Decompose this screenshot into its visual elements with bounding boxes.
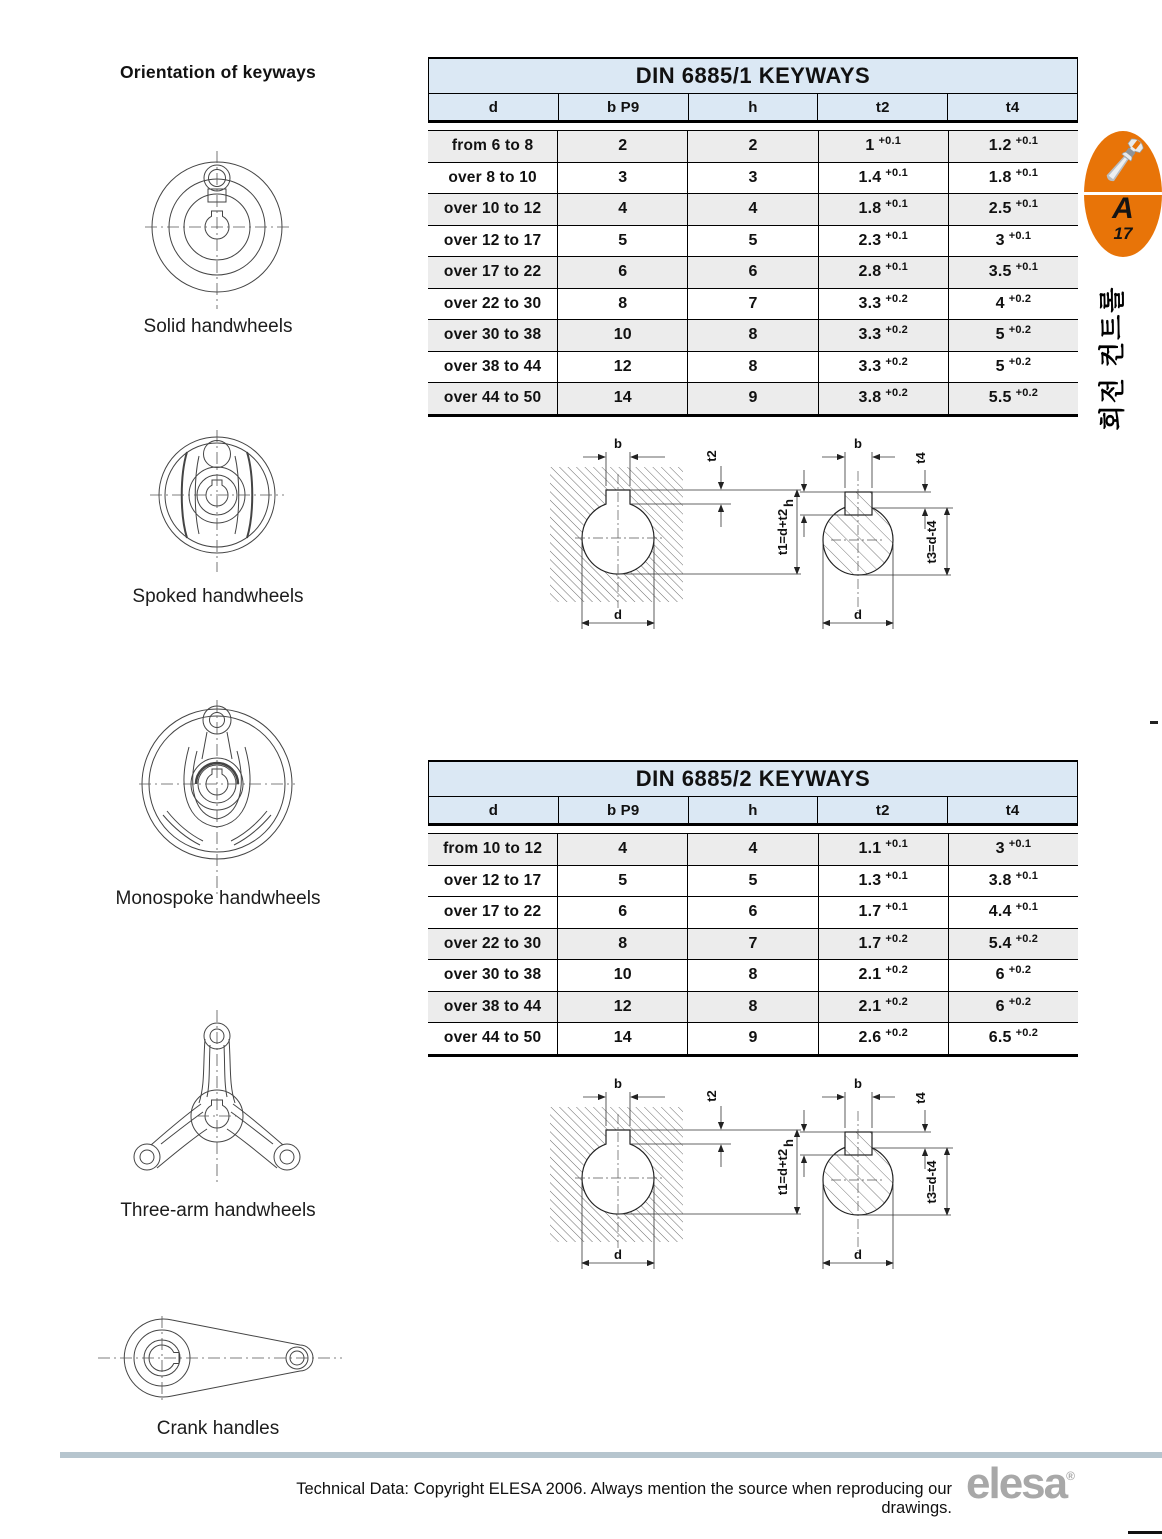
- tolerance-superscript: +0.1: [1015, 198, 1039, 211]
- table-cell: 7: [687, 929, 817, 960]
- tolerance-superscript: +0.1: [1015, 261, 1039, 274]
- dim-label-d: d: [854, 607, 862, 622]
- table-cell: 1.7 +0.1: [818, 897, 948, 928]
- table-cell: 8: [557, 289, 687, 320]
- table-cell: 3.5 +0.1: [948, 257, 1078, 288]
- table-row: [428, 992, 1078, 1024]
- tolerance-superscript: +0.2: [1008, 355, 1032, 368]
- table-cell: over 12 to 17: [443, 231, 542, 249]
- dim-label-h: h: [781, 1139, 796, 1147]
- column-header: d: [488, 801, 499, 819]
- crank-handle-drawing: [90, 1308, 350, 1408]
- tolerance-superscript: +0.2: [885, 324, 908, 337]
- page-title: Orientation of keyways: [120, 62, 316, 82]
- dim-label-b: b: [854, 436, 862, 451]
- table-header-row: [428, 797, 1078, 826]
- tolerance-superscript: +0.2: [885, 1027, 908, 1040]
- table-cell: 3.8 +0.1: [948, 866, 1078, 897]
- table-cell: 5 +0.2: [948, 352, 1078, 383]
- column-header: h: [688, 94, 818, 120]
- dim-label-t2: t2: [704, 1090, 719, 1102]
- table-row: [428, 194, 1078, 226]
- table-cell: 6 +0.2: [948, 992, 1078, 1023]
- table-cell: 14: [557, 1023, 687, 1054]
- table-cell: over 44 to 50: [443, 1029, 542, 1047]
- table-cell: 3 +0.1: [948, 834, 1078, 865]
- table-row: [428, 352, 1078, 384]
- dim-label-b: b: [854, 1076, 862, 1091]
- table-cell: 6: [557, 257, 687, 288]
- table-cell: 12: [557, 992, 687, 1023]
- table-cell: 7: [687, 289, 817, 320]
- table-cell: 8: [557, 929, 687, 960]
- tolerance-superscript: +0.1: [1015, 869, 1039, 882]
- tolerance-superscript: +0.1: [1015, 135, 1039, 148]
- tolerance-superscript: +0.2: [885, 995, 908, 1008]
- table-cell: 1.3 +0.1: [818, 866, 948, 897]
- table-row: [428, 320, 1078, 352]
- table-cell: over 8 to 10: [448, 168, 537, 186]
- dim-label-t1: t1=d+t2: [775, 1148, 790, 1196]
- tolerance-superscript: +0.1: [885, 198, 908, 211]
- three-arm-handwheel-drawing: [115, 1005, 320, 1200]
- column-header: t2: [817, 94, 947, 120]
- table-cell: 8: [687, 992, 817, 1023]
- tolerance-superscript: +0.2: [1008, 324, 1032, 337]
- dim-label-t4: t4: [913, 452, 928, 464]
- table-cell: 3.3 +0.2: [818, 289, 948, 320]
- tolerance-superscript: +0.1: [1015, 901, 1039, 914]
- dim-label-t2: t2: [704, 450, 719, 462]
- table-cell: 10: [557, 960, 687, 991]
- tolerance-superscript: +0.1: [1015, 166, 1039, 179]
- table-cell: 3.3 +0.2: [818, 352, 948, 383]
- column-header: h: [688, 797, 818, 823]
- dim-label-d: d: [854, 1247, 862, 1262]
- figure-caption: Crank handles: [156, 1418, 280, 1439]
- tolerance-superscript: +0.2: [1015, 1027, 1039, 1040]
- table-cell: over 30 to 38: [443, 326, 542, 344]
- table-cell: 1.2 +0.1: [948, 131, 1078, 162]
- table-title: DIN 6885/2 KEYWAYS: [428, 762, 1078, 797]
- table-cell: 1.1 +0.1: [818, 834, 948, 865]
- table-row: [428, 383, 1078, 417]
- dim-label-d: d: [614, 1247, 622, 1262]
- dim-label-t1: t1=d+t2: [775, 508, 790, 556]
- table-cell: 5: [687, 866, 817, 897]
- figure-caption: Spoked handwheels: [132, 586, 304, 607]
- table-cell: 6: [687, 897, 817, 928]
- vertical-category-label: 회전 컨트롤: [1097, 285, 1127, 431]
- table-cell: over 17 to 22: [443, 903, 542, 921]
- column-header: t4: [947, 797, 1077, 823]
- table-cell: 2.3 +0.1: [818, 226, 948, 257]
- column-header: b P9: [558, 94, 688, 120]
- key-section: [845, 1132, 872, 1155]
- column-header: t2: [817, 797, 947, 823]
- tolerance-superscript: +0.1: [885, 901, 908, 914]
- tab-section-letter: A: [1112, 192, 1134, 225]
- page-edge-mark: [1150, 721, 1158, 724]
- dim-label-h: h: [781, 499, 796, 507]
- tolerance-superscript: +0.1: [885, 229, 908, 242]
- table-cell: 5 +0.2: [948, 320, 1078, 351]
- dim-label-t3: t3=d-t4: [924, 1160, 939, 1204]
- table-cell: 3.8 +0.2: [818, 383, 948, 414]
- table-row: [428, 257, 1078, 289]
- table-row: [428, 834, 1078, 866]
- table-cell: 5: [557, 866, 687, 897]
- table-cell: 4: [557, 834, 687, 865]
- table-cell: 1.8 +0.1: [948, 163, 1078, 194]
- tolerance-superscript: +0.2: [885, 355, 908, 368]
- table-cell: 2.6 +0.2: [818, 1023, 948, 1054]
- table-cell: 1 +0.1: [818, 131, 948, 162]
- table-cell: 3 +0.1: [948, 226, 1078, 257]
- table-cell: 4 +0.2: [948, 289, 1078, 320]
- tolerance-superscript: +0.2: [885, 932, 908, 945]
- table-cell: 8: [687, 320, 817, 351]
- table-cell: from 10 to 12: [443, 840, 543, 858]
- table-cell: over 38 to 44: [443, 997, 542, 1015]
- table-cell: 2.5 +0.1: [948, 194, 1078, 225]
- column-header: d: [488, 98, 499, 116]
- tolerance-superscript: +0.2: [1015, 387, 1039, 400]
- table-cell: 9: [687, 383, 817, 414]
- table-cell: over 38 to 44: [443, 357, 542, 375]
- table-row: [428, 1023, 1078, 1057]
- table-cell: 1.7 +0.2: [818, 929, 948, 960]
- spoked-handwheel-drawing: [130, 420, 305, 585]
- table-cell: 8: [687, 960, 817, 991]
- table-cell: 6.5 +0.2: [948, 1023, 1078, 1054]
- tab-page-number: 17: [1113, 224, 1133, 243]
- registered-mark: ®: [1066, 1469, 1075, 1483]
- table-cell: 8: [687, 352, 817, 383]
- tolerance-superscript: +0.2: [1008, 292, 1032, 305]
- tolerance-superscript: +0.2: [885, 387, 908, 400]
- tolerance-superscript: +0.1: [885, 838, 908, 851]
- elesa-logo: [966, 1459, 1075, 1508]
- dim-label-t3: t3=d-t4: [924, 520, 939, 564]
- table-cell: 12: [557, 352, 687, 383]
- elesa-logo-text: elesa: [966, 1459, 1067, 1508]
- tolerance-superscript: +0.2: [1008, 964, 1032, 977]
- table-row: [428, 929, 1078, 961]
- figure-caption: Solid handwheels: [143, 316, 293, 337]
- tolerance-superscript: +0.1: [1008, 838, 1032, 851]
- column-header: b P9: [558, 797, 688, 823]
- figure-caption: Monospoke handwheels: [115, 888, 321, 909]
- table-cell: 5: [557, 226, 687, 257]
- dim-label-b: b: [614, 436, 622, 451]
- din-6885-2-table: [428, 760, 1078, 1057]
- wrench-icon: [1098, 134, 1148, 190]
- table-cell: 6 +0.2: [948, 960, 1078, 991]
- table-cell: 3: [557, 163, 687, 194]
- table-cell: over 17 to 22: [443, 263, 542, 281]
- table-cell: 2: [687, 131, 817, 162]
- table-row: [428, 897, 1078, 929]
- key-section: [845, 492, 872, 515]
- table-cell: 14: [557, 383, 687, 414]
- solid-handwheel-drawing: [130, 145, 305, 323]
- tolerance-superscript: +0.1: [1008, 229, 1032, 242]
- table-row: [428, 289, 1078, 321]
- table-cell: 4: [687, 194, 817, 225]
- tolerance-superscript: +0.1: [885, 166, 908, 179]
- table-cell: 4.4 +0.1: [948, 897, 1078, 928]
- keyway-diagram-2: [535, 1066, 970, 1288]
- table-cell: 2.1 +0.2: [818, 992, 948, 1023]
- table-cell: 4: [687, 834, 817, 865]
- tolerance-superscript: +0.1: [885, 869, 908, 882]
- table-cell: 4: [557, 194, 687, 225]
- tolerance-superscript: +0.2: [1008, 995, 1032, 1008]
- table-cell: over 22 to 30: [443, 294, 542, 312]
- keyway-diagram-1: [535, 426, 970, 648]
- tolerance-superscript: +0.2: [1015, 932, 1039, 945]
- dim-label-d: d: [614, 607, 622, 622]
- page-edge-mark: [1128, 1531, 1162, 1534]
- table-body-0: [428, 130, 1078, 417]
- table-cell: 5: [687, 226, 817, 257]
- din-6885-1-table: [428, 57, 1078, 417]
- table-row: [428, 163, 1078, 195]
- table-cell: 5.4 +0.2: [948, 929, 1078, 960]
- table-cell: 6: [687, 257, 817, 288]
- tolerance-superscript: +0.2: [885, 292, 908, 305]
- tolerance-superscript: +0.2: [885, 964, 908, 977]
- table-cell: from 6 to 8: [451, 137, 534, 155]
- table-title: DIN 6885/1 KEYWAYS: [428, 59, 1078, 94]
- table-cell: 3.3 +0.2: [818, 320, 948, 351]
- table-cell: 1.4 +0.1: [818, 163, 948, 194]
- monospoke-handwheel-drawing: [125, 695, 310, 907]
- table-cell: 9: [687, 1023, 817, 1054]
- table-cell: 10: [557, 320, 687, 351]
- figure-caption: Three-arm handwheels: [120, 1200, 316, 1221]
- table-row: [428, 131, 1078, 163]
- tolerance-superscript: +0.1: [885, 261, 908, 274]
- table-cell: 6: [557, 897, 687, 928]
- table-cell: 2.1 +0.2: [818, 960, 948, 991]
- table-row: [428, 226, 1078, 258]
- footer-divider: [60, 1452, 1162, 1458]
- table-cell: over 22 to 30: [443, 934, 542, 952]
- dim-label-b: b: [614, 1076, 622, 1091]
- table-cell: over 44 to 50: [443, 389, 542, 407]
- table-cell: over 10 to 12: [443, 200, 542, 218]
- tolerance-superscript: +0.1: [878, 135, 902, 148]
- section-tab: [1084, 131, 1162, 257]
- table-cell: 5.5 +0.2: [948, 383, 1078, 414]
- table-cell: 2: [557, 131, 687, 162]
- column-header: t4: [947, 94, 1077, 120]
- table-cell: 3: [687, 163, 817, 194]
- table-cell: 2.8 +0.1: [818, 257, 948, 288]
- table-body-1: [428, 833, 1078, 1057]
- table-header-row: [428, 94, 1078, 123]
- table-row: [428, 866, 1078, 898]
- table-cell: over 30 to 38: [443, 966, 542, 984]
- footer-copyright: Technical Data: Copyright ELESA 2006. Always mention the source when reproducing our drawings.: [296, 1480, 952, 1517]
- dim-label-t4: t4: [913, 1092, 928, 1104]
- table-cell: over 12 to 17: [443, 871, 542, 889]
- table-cell: 1.8 +0.1: [818, 194, 948, 225]
- table-row: [428, 960, 1078, 992]
